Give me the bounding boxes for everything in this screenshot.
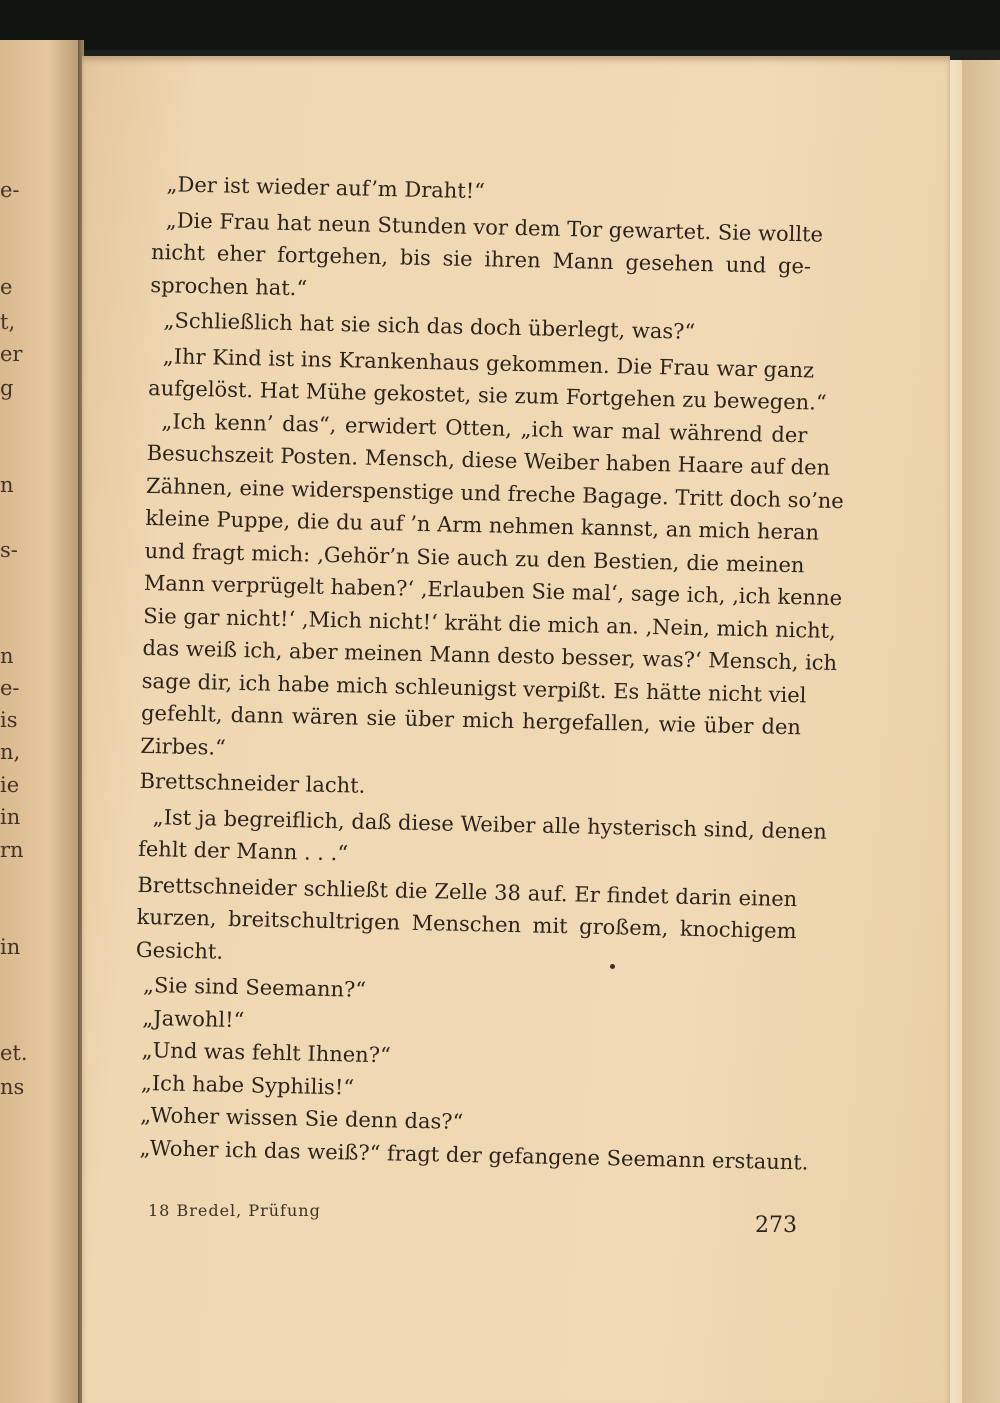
text-line: „Ich kenn’ das“, erwidert Otten, „ich war mal während der: [161, 408, 808, 447]
left-page-fragment: er: [0, 342, 23, 366]
text-line: Gesicht.: [135, 937, 224, 964]
text-line: Mann verprügelt haben?‘ ‚Erlauben Sie mal‘, sage ich, ‚ich kenne: [143, 570, 843, 611]
left-page-fragment: t,: [0, 310, 16, 334]
left-page-fragment: e: [0, 275, 13, 299]
text-line: „Woher wissen Sie denn das?“: [140, 1102, 464, 1134]
footer-signature: 18 Bredel, Prüfung: [148, 1201, 321, 1220]
text-line: „Die Frau hat neun Stunden vor dem Tor gewartet. Sie wollte: [165, 207, 824, 247]
text-line: Zirbes.“: [140, 733, 227, 760]
page-body-text: [131, 168, 845, 1178]
left-page-fragment: n: [0, 473, 14, 497]
text-line: „Und was fehlt Ihnen?“: [141, 1037, 391, 1068]
text-line: sprochen hat.“: [150, 272, 308, 300]
text-line: fehlt der Mann . . .“: [137, 836, 349, 866]
left-page-fragment: in: [0, 935, 21, 959]
text-line: Brettschneider schließt die Zelle 38 auf. Er findet darin einen: [137, 872, 798, 911]
text-line: kleine Puppe, die du auf ’n Arm nehmen kannst, an mich heran: [145, 505, 820, 545]
text-line: „Ich habe Syphilis!“: [140, 1070, 355, 1100]
left-page-fragment: ie: [0, 773, 20, 797]
left-page-fragment: rn: [0, 838, 24, 862]
text-line: „Schließlich hat sie sich das doch überlegt, was?“: [163, 308, 696, 344]
text-line: „Woher ich das weiß?“ fragt der gefangene Seemann erstaunt.: [139, 1135, 809, 1175]
text-line: „Jawohl!“: [142, 1005, 245, 1032]
left-page-fragment: e-: [0, 178, 20, 202]
text-line: gefehlt, dann wären sie über mich hergefallen, wie über den: [140, 700, 802, 740]
paper-speck: [610, 964, 615, 969]
text-line: „Sie sind Seemann?“: [142, 972, 367, 1002]
text-line: Besuchszeit Posten. Mensch, diese Weiber haben Haare auf den: [146, 440, 831, 480]
text-line: nicht eher fortgehen, bis sie ihren Mann gesehen und ge-: [150, 239, 812, 279]
text-line: sage dir, ich habe mich schleunigst verpißt. Es hätte nicht viel: [141, 668, 807, 707]
scan-background-top: [0, 0, 1000, 50]
left-page-fragment: g: [0, 376, 14, 400]
text-line: Sie gar nicht!‘ ‚Mich nicht!‘ kräht die mich an. ‚Nein, mich nicht,: [142, 603, 837, 643]
left-page-fragment: n,: [0, 740, 21, 764]
text-line: „Ist ja begreiflich, daß diese Weiber alle hysterisch sind, denen: [152, 804, 828, 844]
left-page-fragment: et.: [0, 1041, 28, 1065]
page-number: 273: [755, 1213, 797, 1238]
text-line: und fragt mich: ‚Gehör’n Sie auch zu den Bestien, die meinen: [144, 538, 805, 577]
left-page-fragment: ns: [0, 1075, 25, 1099]
text-line: Brettschneider lacht.: [139, 768, 366, 798]
left-page-fragment: in: [0, 805, 21, 829]
left-page-fragment: n: [0, 644, 14, 668]
left-page-fragment: is: [0, 708, 18, 732]
text-line: aufgelöst. Hat Mühe gekostet, sie zum Fortgehen zu bewegen.“: [147, 375, 827, 415]
text-line: Zähnen, eine widerspenstige und freche Bagage. Tritt doch so’ne: [145, 473, 845, 513]
left-page-fragment: e-: [0, 676, 20, 700]
left-page-fragment: s-: [0, 538, 18, 562]
left-page-edge: [0, 40, 80, 1403]
text-line: das weiß ich, aber meinen Mann desto besser, was?‘ Mensch, ich: [142, 635, 838, 676]
text-line: kurzen, breitschultrigen Menschen mit großem, knochigem: [136, 904, 797, 944]
text-line: „Ihr Kind ist ins Krankenhaus gekommen. Die Frau war ganz: [162, 343, 815, 382]
page-stack-shadow: [962, 60, 1000, 1403]
text-line: „Der ist wieder auf’m Draht!“: [166, 172, 486, 204]
